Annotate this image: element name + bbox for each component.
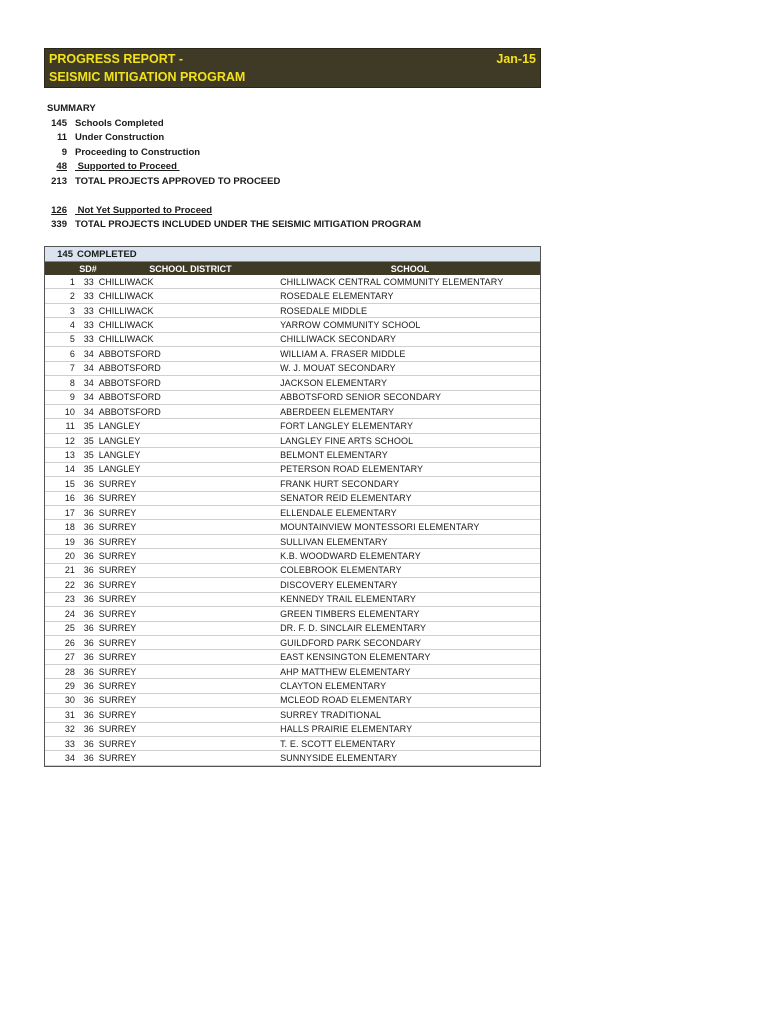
row-index: 30 bbox=[64, 695, 75, 706]
row-sd-number: 36 bbox=[83, 551, 94, 562]
report-title-line2: SEISMIC MITIGATION PROGRAM bbox=[49, 70, 246, 84]
row-sd-number: 36 bbox=[83, 666, 94, 677]
row-school-name: ELLENDALE ELEMENTARY bbox=[280, 507, 397, 518]
row-school-name: W. J. MOUAT SECONDARY bbox=[280, 363, 396, 374]
table-row bbox=[45, 564, 540, 578]
summary-row bbox=[47, 117, 421, 132]
row-index: 21 bbox=[64, 565, 75, 576]
row-sd-number: 36 bbox=[83, 507, 94, 518]
summary-count: 11 bbox=[56, 132, 67, 144]
row-sd-number: 35 bbox=[83, 464, 94, 475]
table-row bbox=[45, 304, 540, 318]
table-row bbox=[45, 391, 540, 405]
report-title-line1: PROGRESS REPORT - bbox=[49, 52, 184, 66]
row-sd-number: 36 bbox=[83, 565, 94, 576]
summary-count: 9 bbox=[61, 146, 67, 158]
row-index: 31 bbox=[64, 709, 75, 720]
row-school-district: ABBOTSFORD bbox=[98, 406, 161, 417]
row-school-name: SULLIVAN ELEMENTARY bbox=[280, 536, 388, 547]
row-school-district: CHILLIWACK bbox=[98, 334, 154, 345]
table-row bbox=[45, 751, 540, 765]
row-sd-number: 34 bbox=[83, 348, 94, 359]
summary-grand-total-row bbox=[47, 218, 421, 233]
row-school-name: KENNEDY TRAIL ELEMENTARY bbox=[280, 594, 417, 605]
table-row bbox=[45, 275, 540, 289]
row-school-district: SURREY bbox=[98, 680, 137, 691]
row-sd-number: 36 bbox=[83, 709, 94, 720]
row-school-district: SURREY bbox=[98, 666, 137, 677]
row-index: 16 bbox=[64, 493, 75, 504]
row-index: 10 bbox=[64, 406, 75, 417]
summary-count: 145 bbox=[51, 117, 67, 129]
table-row bbox=[45, 535, 540, 549]
table-row bbox=[45, 318, 540, 332]
row-school-district: ABBOTSFORD bbox=[98, 363, 161, 374]
row-index: 29 bbox=[64, 680, 75, 691]
table-row bbox=[45, 362, 540, 376]
row-school-district: CHILLIWACK bbox=[98, 276, 154, 287]
row-sd-number: 36 bbox=[83, 478, 94, 489]
row-sd-number: 36 bbox=[83, 522, 94, 533]
row-school-name: COLEBROOK ELEMENTARY bbox=[280, 565, 402, 576]
summary-count: 126 bbox=[51, 204, 67, 216]
table-row bbox=[45, 650, 540, 664]
table-row bbox=[45, 607, 540, 621]
row-school-name: YARROW COMMUNITY SCHOOL bbox=[280, 320, 421, 331]
row-school-name: AHP MATTHEW ELEMENTARY bbox=[280, 666, 411, 677]
table-row bbox=[45, 506, 540, 520]
row-school-name: FRANK HURT SECONDARY bbox=[280, 478, 400, 489]
row-school-district: SURREY bbox=[98, 565, 137, 576]
table-row bbox=[45, 477, 540, 491]
row-school-name: EAST KENSINGTON ELEMENTARY bbox=[280, 652, 431, 663]
table-row bbox=[45, 405, 540, 419]
row-school-district: SURREY bbox=[98, 738, 137, 749]
row-school-district: LANGLEY bbox=[98, 449, 141, 460]
row-index: 32 bbox=[64, 724, 75, 735]
category-count: 145 bbox=[57, 248, 73, 260]
row-index: 8 bbox=[69, 377, 75, 388]
row-index: 17 bbox=[64, 507, 75, 518]
row-school-name: MCLEOD ROAD ELEMENTARY bbox=[280, 695, 412, 706]
table-row bbox=[45, 463, 540, 477]
row-index: 3 bbox=[69, 305, 75, 316]
summary-row bbox=[47, 160, 421, 175]
row-sd-number: 36 bbox=[83, 680, 94, 691]
row-school-name: ABBOTSFORD SENIOR SECONDARY bbox=[280, 392, 442, 403]
table-row bbox=[45, 578, 540, 592]
row-index: 2 bbox=[69, 291, 75, 302]
row-index: 4 bbox=[69, 320, 75, 331]
row-school-district: SURREY bbox=[98, 507, 137, 518]
column-header-school: SCHOOL bbox=[390, 263, 430, 274]
row-sd-number: 35 bbox=[83, 421, 94, 432]
table-row bbox=[45, 289, 540, 303]
row-index: 15 bbox=[64, 478, 75, 489]
row-sd-number: 36 bbox=[83, 753, 94, 764]
row-sd-number: 34 bbox=[83, 406, 94, 417]
row-school-district: SURREY bbox=[98, 493, 137, 504]
table-row bbox=[45, 347, 540, 361]
row-school-name: FORT LANGLEY ELEMENTARY bbox=[280, 421, 414, 432]
row-sd-number: 36 bbox=[83, 695, 94, 706]
row-school-name: ROSEDALE MIDDLE bbox=[280, 305, 368, 316]
table-header-row bbox=[45, 262, 540, 275]
row-sd-number: 36 bbox=[83, 637, 94, 648]
summary-row bbox=[47, 204, 421, 219]
row-sd-number: 33 bbox=[83, 305, 94, 316]
table-row bbox=[45, 333, 540, 347]
table-row bbox=[45, 694, 540, 708]
row-index: 6 bbox=[69, 348, 75, 359]
row-school-district: SURREY bbox=[98, 753, 137, 764]
summary-heading: SUMMARY bbox=[47, 103, 96, 114]
summary-section bbox=[47, 102, 421, 233]
summary-label: TOTAL PROJECTS INCLUDED UNDER THE SEISMIC MITIGATION PROGRAM bbox=[75, 219, 422, 231]
row-school-district: ABBOTSFORD bbox=[98, 392, 161, 403]
row-sd-number: 36 bbox=[83, 579, 94, 590]
row-sd-number: 36 bbox=[83, 493, 94, 504]
row-sd-number: 36 bbox=[83, 608, 94, 619]
row-index: 14 bbox=[64, 464, 75, 475]
summary-label: Supported to Proceed bbox=[75, 161, 180, 173]
row-index: 24 bbox=[64, 608, 75, 619]
table-row bbox=[45, 549, 540, 563]
report-date: Jan-15 bbox=[496, 52, 536, 66]
row-school-name: JACKSON ELEMENTARY bbox=[280, 377, 388, 388]
table-row bbox=[45, 448, 540, 462]
row-index: 5 bbox=[69, 334, 75, 345]
row-index: 7 bbox=[69, 363, 75, 374]
table-category-row bbox=[45, 247, 540, 262]
row-school-district: LANGLEY bbox=[98, 464, 141, 475]
category-label: COMPLETED bbox=[77, 248, 137, 260]
row-school-name: PETERSON ROAD ELEMENTARY bbox=[280, 464, 424, 475]
row-index: 9 bbox=[69, 392, 75, 403]
row-school-district: SURREY bbox=[98, 522, 137, 533]
table-row bbox=[45, 622, 540, 636]
row-school-district: SURREY bbox=[98, 551, 137, 562]
row-index: 19 bbox=[64, 536, 75, 547]
row-school-name: ROSEDALE ELEMENTARY bbox=[280, 291, 394, 302]
row-school-district: SURREY bbox=[98, 695, 137, 706]
table-row bbox=[45, 737, 540, 751]
row-index: 11 bbox=[65, 421, 75, 432]
row-index: 1 bbox=[69, 276, 75, 287]
row-school-district: SURREY bbox=[98, 478, 137, 489]
row-sd-number: 34 bbox=[83, 392, 94, 403]
row-school-name: ABERDEEN ELEMENTARY bbox=[280, 406, 395, 417]
row-school-district: ABBOTSFORD bbox=[98, 348, 161, 359]
table-row bbox=[45, 492, 540, 506]
row-school-district: SURREY bbox=[98, 594, 137, 605]
row-school-district: CHILLIWACK bbox=[98, 320, 154, 331]
row-school-name: LANGLEY FINE ARTS SCHOOL bbox=[280, 435, 414, 446]
row-index: 26 bbox=[64, 637, 75, 648]
table-row bbox=[45, 593, 540, 607]
row-school-name: BELMONT ELEMENTARY bbox=[280, 449, 388, 460]
table-row bbox=[45, 723, 540, 737]
row-school-name: T. E. SCOTT ELEMENTARY bbox=[280, 738, 396, 749]
table-row bbox=[45, 679, 540, 693]
row-school-name: SUNNYSIDE ELEMENTARY bbox=[280, 753, 398, 764]
row-school-district: SURREY bbox=[98, 579, 137, 590]
row-school-name: SURREY TRADITIONAL bbox=[280, 709, 382, 720]
row-sd-number: 36 bbox=[83, 724, 94, 735]
row-sd-number: 33 bbox=[83, 291, 94, 302]
row-school-district: CHILLIWACK bbox=[98, 291, 154, 302]
row-index: 34 bbox=[64, 753, 75, 764]
summary-row bbox=[47, 146, 421, 161]
row-school-district: SURREY bbox=[98, 623, 137, 634]
summary-count: 213 bbox=[51, 175, 67, 187]
row-school-name: K.B. WOODWARD ELEMENTARY bbox=[280, 551, 421, 562]
row-school-district: SURREY bbox=[98, 709, 137, 720]
row-sd-number: 36 bbox=[83, 652, 94, 663]
row-index: 20 bbox=[64, 551, 75, 562]
row-school-name: GREEN TIMBERS ELEMENTARY bbox=[280, 608, 420, 619]
row-school-district: SURREY bbox=[98, 536, 137, 547]
row-school-name: HALLS PRAIRIE ELEMENTARY bbox=[280, 724, 413, 735]
report-title-bar bbox=[44, 48, 541, 88]
row-sd-number: 36 bbox=[83, 623, 94, 634]
summary-total-row bbox=[47, 175, 421, 190]
row-school-name: DR. F. D. SINCLAIR ELEMENTARY bbox=[280, 623, 427, 634]
completed-schools-table bbox=[44, 246, 541, 767]
row-sd-number: 34 bbox=[83, 363, 94, 374]
summary-label: Schools Completed bbox=[75, 117, 164, 129]
table-row bbox=[45, 376, 540, 390]
summary-label: Under Construction bbox=[75, 132, 165, 144]
row-school-name: SENATOR REID ELEMENTARY bbox=[280, 493, 412, 504]
row-index: 27 bbox=[64, 652, 75, 663]
row-school-name: CLAYTON ELEMENTARY bbox=[280, 680, 387, 691]
row-school-district: SURREY bbox=[98, 637, 137, 648]
row-school-district: LANGLEY bbox=[98, 421, 141, 432]
row-sd-number: 36 bbox=[83, 738, 94, 749]
summary-label: TOTAL PROJECTS APPROVED TO PROCEED bbox=[75, 175, 281, 187]
row-school-district: SURREY bbox=[98, 608, 137, 619]
row-sd-number: 35 bbox=[83, 435, 94, 446]
table-row bbox=[45, 665, 540, 679]
row-sd-number: 33 bbox=[83, 334, 94, 345]
row-index: 13 bbox=[64, 449, 75, 460]
row-school-district: CHILLIWACK bbox=[98, 305, 154, 316]
row-sd-number: 33 bbox=[83, 320, 94, 331]
row-school-name: WILLIAM A. FRASER MIDDLE bbox=[280, 348, 406, 359]
row-school-district: SURREY bbox=[98, 652, 137, 663]
row-sd-number: 36 bbox=[83, 536, 94, 547]
row-index: 23 bbox=[64, 594, 75, 605]
summary-count: 339 bbox=[51, 219, 67, 231]
row-index: 33 bbox=[64, 738, 75, 749]
row-index: 25 bbox=[64, 623, 75, 634]
row-sd-number: 33 bbox=[83, 276, 94, 287]
row-index: 28 bbox=[64, 666, 75, 677]
row-school-name: CHILLIWACK CENTRAL COMMUNITY ELEMENTARY bbox=[280, 276, 504, 287]
table-row bbox=[45, 636, 540, 650]
summary-count: 48 bbox=[56, 161, 67, 173]
row-school-name: DISCOVERY ELEMENTARY bbox=[280, 579, 398, 590]
table-row bbox=[45, 520, 540, 534]
row-sd-number: 36 bbox=[83, 594, 94, 605]
table-row bbox=[45, 434, 540, 448]
column-header-sd: SD# bbox=[79, 263, 97, 274]
row-school-district: LANGLEY bbox=[98, 435, 141, 446]
row-sd-number: 35 bbox=[83, 449, 94, 460]
row-sd-number: 34 bbox=[83, 377, 94, 388]
row-school-name: GUILDFORD PARK SECONDARY bbox=[280, 637, 422, 648]
summary-row bbox=[47, 131, 421, 146]
row-index: 12 bbox=[64, 435, 75, 446]
row-index: 22 bbox=[64, 579, 75, 590]
row-school-name: CHILLIWACK SECONDARY bbox=[280, 334, 397, 345]
table-body bbox=[45, 275, 540, 766]
row-index: 18 bbox=[64, 522, 75, 533]
summary-label: Not Yet Supported to Proceed bbox=[75, 204, 213, 216]
column-header-district: SCHOOL DISTRICT bbox=[149, 263, 232, 274]
table-row bbox=[45, 708, 540, 722]
summary-label: Proceeding to Construction bbox=[75, 146, 201, 158]
row-school-name: MOUNTAINVIEW MONTESSORI ELEMENTARY bbox=[280, 522, 480, 533]
table-row bbox=[45, 419, 540, 433]
row-school-district: ABBOTSFORD bbox=[98, 377, 161, 388]
row-school-district: SURREY bbox=[98, 724, 137, 735]
